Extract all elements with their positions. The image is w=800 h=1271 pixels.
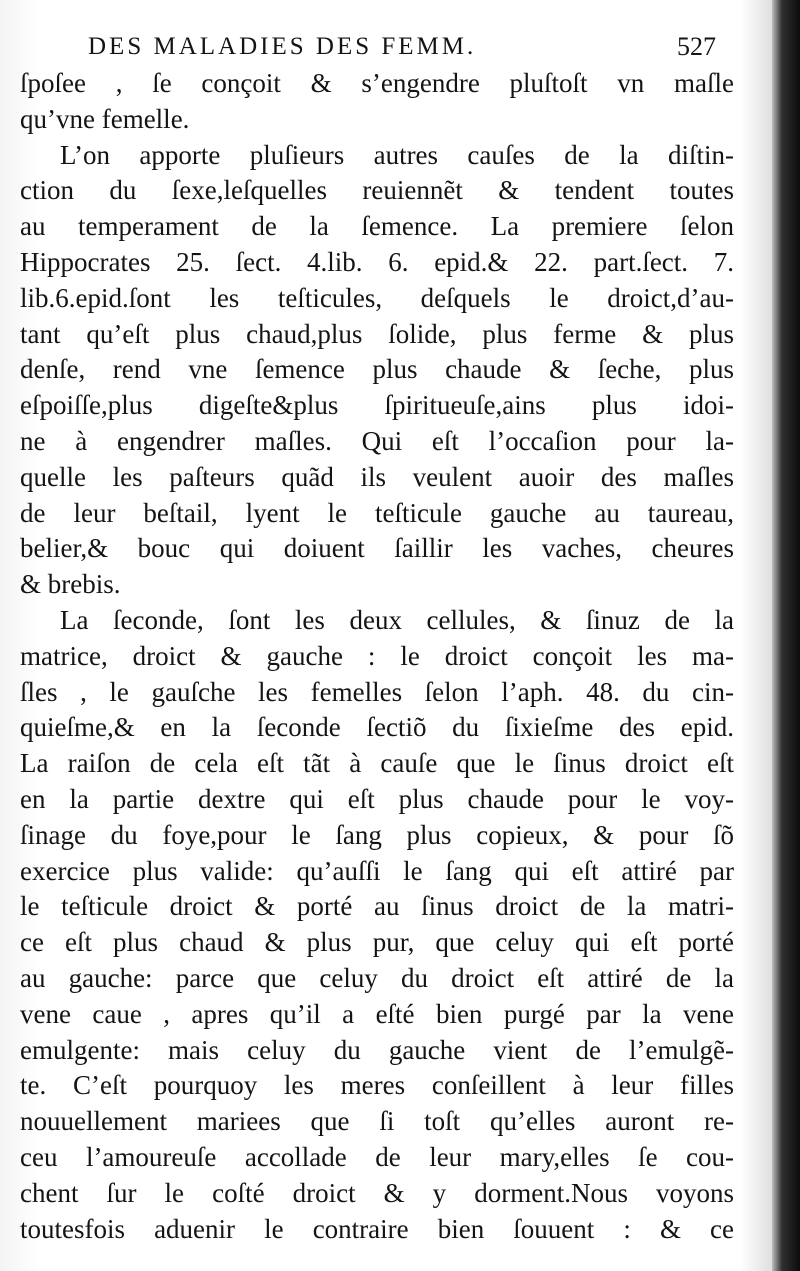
text-body — [20, 66, 734, 1247]
text-line: quieſme,& en la ſeconde ſectiõ du ſixieſme des epid. — [20, 712, 734, 743]
text-line: qu’vne femelle. — [20, 103, 190, 134]
text-line: ne à engendrer maſles. Qui eſt l’occaſion pour la- — [20, 425, 734, 456]
text-line: au gauche: parce que celuy du droict eſt attiré de la — [20, 962, 734, 993]
text-line: le teſticule droict & porté au ſinus droict de la matri- — [20, 891, 734, 922]
text-line: exercice plus valide: qu’auſſi le ſang qui eſt attiré par — [20, 855, 734, 886]
paragraph-first-line: La ſeconde, ſont les deux cellules, & ſinuz de la — [60, 604, 734, 635]
text-line: tant qu’eſt plus chaud,plus ſolide, plus ferme & plus — [20, 318, 734, 349]
page-header — [88, 30, 716, 66]
page-edge-shadow — [772, 0, 800, 1271]
running-title: DES MALADIES DES FEMM. — [88, 33, 477, 60]
text-line: Hippocrates 25. ſect. 4.lib. 6. epid.& 22. part.ſect. 7. — [20, 246, 734, 277]
text-line: matrice, droict & gauche : le droict conçoit les ma- — [20, 640, 734, 671]
text-line: ce eſt plus chaud & plus pur, que celuy qui eſt porté — [20, 927, 734, 958]
text-line: denſe, rend vne ſemence plus chaude & ſeche, plus — [20, 354, 734, 385]
page-number: 527 — [677, 32, 716, 61]
text-line: La raiſon de cela eſt tãt à cauſe que le ſinus droict eſt — [20, 748, 734, 779]
text-line: nouuellement mariees que ſi toſt qu’elles auront re- — [20, 1106, 734, 1137]
text-line: ction du ſexe,leſquelles reuiennẽt & tendent toutes — [20, 175, 734, 206]
text-line: belier,& bouc qui doiuent ſaillir les vaches, cheures — [20, 533, 734, 564]
text-line: en la partie dextre qui eſt plus chaude pour le voy- — [20, 783, 734, 814]
text-line: eſpoiſſe,plus digeſte&plus ſpiritueuſe,ains plus idoi- — [20, 390, 734, 421]
text-line: ceu l’amoureuſe accollade de leur mary,elles ſe cou- — [20, 1141, 734, 1172]
text-line: chent ſur le coſté droict & y dorment.Nous voyons — [20, 1177, 734, 1208]
text-line: ſinage du foye,pour le ſang plus copieux, & pour ſõ — [20, 819, 734, 850]
text-line: te. C’eſt pourquoy les meres conſeillent à leur filles — [20, 1070, 734, 1101]
paragraph-first-line: L’on apporte pluſieurs autres cauſes de la diſtin- — [60, 139, 734, 170]
text-line: vene caue , apres qu’il a eſté bien purgé par la vene — [20, 998, 734, 1029]
text-line: ſles , le gauſche les femelles ſelon l’aph. 48. du cin- — [20, 676, 734, 707]
text-line: quelle les paſteurs quãd ils veulent auoir des maſles — [20, 461, 734, 492]
text-line: de leur beſtail, lyent le teſticule gauche au taureau, — [20, 497, 734, 528]
text-line: emulgente: mais celuy du gauche vient de l’emulgẽ- — [20, 1034, 734, 1065]
text-line: & brebis. — [20, 569, 121, 600]
text-line: ſpoſee , ſe conçoit & s’engendre pluſtoſt vn maſle — [20, 68, 734, 98]
text-line: lib.6.epid.ſont les teſticules, deſquels le droict,d’au- — [20, 282, 734, 313]
text-line: au temperament de la ſemence. La premiere ſelon — [20, 211, 734, 242]
text-line: toutesfois aduenir le contraire bien ſouuent : & ce — [20, 1213, 734, 1244]
